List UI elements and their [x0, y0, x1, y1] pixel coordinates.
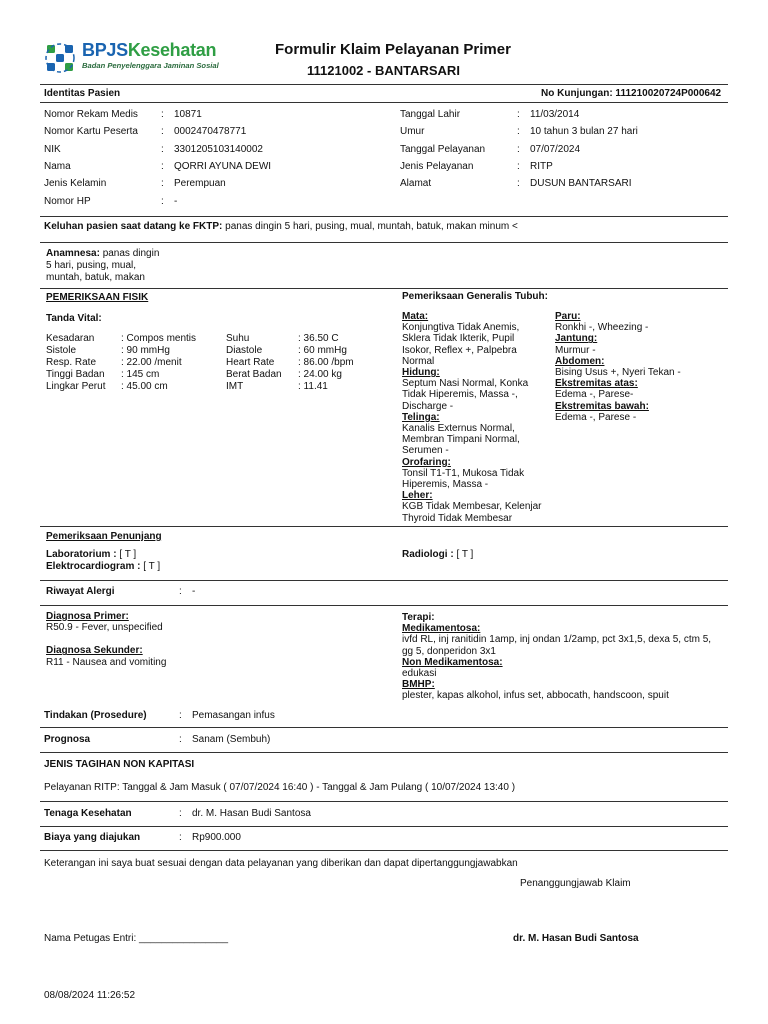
id-label: Nomor HP: [44, 196, 91, 207]
id-label: Tanggal Pelayanan: [400, 144, 486, 155]
identity-row: [400, 144, 580, 156]
generalis-text: Edema -, Parese-: [555, 389, 634, 401]
bmhp-label: BMHP:: [402, 679, 435, 691]
id-value: 3301205103140002: [174, 144, 263, 155]
pemeriksaan-fisik-title: PEMERIKSAAN FISIK: [46, 292, 149, 303]
keluhan-value: panas dingin 5 hari, pusing, mual, muntah, batuk, makan minum <: [225, 221, 518, 232]
vital-value: : 22.00 /menit: [121, 357, 182, 368]
id-value: QORRI AYUNA DEWI: [174, 161, 272, 172]
id-value: 10 tahun 3 bulan 27 hari: [530, 126, 638, 137]
colon: :: [161, 109, 164, 120]
signer-name: dr. M. Hasan Budi Santosa: [513, 933, 639, 944]
biaya-label: Biaya yang diajukan: [44, 832, 141, 843]
id-value: 07/07/2024: [530, 144, 581, 155]
vital-value: : 86.00 /bpm: [298, 357, 354, 368]
colon: :: [161, 144, 164, 155]
petugas-blank: ________________: [139, 933, 229, 944]
generalis-heading: Leher:: [402, 490, 433, 502]
diagnosa: [46, 611, 166, 668]
tenaga-value: dr. M. Hasan Budi Santosa: [192, 808, 311, 819]
logo-subtitle: Badan Penyelenggara Jaminan Sosial: [82, 61, 219, 70]
diagnosa-primer-label: Diagnosa Primer:: [46, 611, 129, 622]
colon: :: [179, 586, 182, 597]
vital-value: : 24.00 kg: [298, 369, 342, 380]
id-label: NIK: [44, 144, 61, 155]
tindakan-row: [44, 710, 275, 722]
vital-value: : 45.00 cm: [121, 381, 168, 392]
medikamentosa-label: Medikamentosa:: [402, 623, 481, 635]
colon: :: [517, 178, 520, 189]
brand-kesehatan: Kesehatan: [127, 40, 217, 60]
bpjs-logo: [44, 40, 234, 76]
ekg-value: [ T ]: [143, 561, 161, 572]
bpjs-logo-icon: [44, 42, 76, 74]
id-label: Nama: [44, 161, 71, 172]
colon: :: [161, 178, 164, 189]
prognosa-label: Prognosa: [44, 734, 91, 745]
colon: :: [161, 161, 164, 172]
generalis-heading: Ekstremitas atas:: [555, 378, 638, 390]
tenaga-label: Tenaga Kesehatan: [44, 808, 132, 819]
generalis-col1: [402, 311, 552, 524]
diagnosa-sekunder-label: Diagnosa Sekunder:: [46, 645, 143, 657]
generalis-heading: Paru:: [555, 311, 581, 322]
vital-label: Heart Rate: [226, 357, 275, 368]
generalis-heading: Orofaring:: [402, 456, 451, 468]
id-label: Nomor Kartu Peserta: [44, 126, 138, 137]
vital-row: [46, 345, 226, 357]
anamnesa-value-rest: 5 hari, pusing, mual, muntah, batuk, makan: [46, 260, 145, 283]
id-label: Tanggal Lahir: [400, 109, 461, 120]
terapi-label: Terapi:: [402, 612, 435, 623]
generalis-heading: Ekstremitas bawah:: [555, 400, 649, 412]
petugas-entri: [44, 933, 228, 945]
vital-label: Suhu: [226, 333, 250, 344]
vital-value: : Compos mentis: [121, 333, 197, 344]
keluhan-label: Keluhan pasien saat datang ke FKTP:: [44, 221, 223, 232]
identity-row: [400, 178, 632, 190]
generalis-heading: Telinga:: [402, 411, 440, 423]
id-value: RITP: [530, 161, 553, 172]
id-value: DUSUN BANTARSARI: [530, 178, 632, 189]
vital-value: : 145 cm: [121, 369, 160, 380]
colon: :: [179, 734, 182, 745]
radiologi-row: [402, 549, 473, 561]
vital-value: : 90 mmHg: [121, 345, 170, 356]
prognosa-value: Sanam (Sembuh): [192, 734, 271, 745]
vital-value: : 60 mmHg: [298, 345, 347, 356]
generalis-text: Septum Nasi Normal, Konka Tidak Hiperemis, Massa -, Discharge -: [402, 378, 529, 412]
vital-label: Kesadaran: [46, 333, 95, 344]
lab-value: [ T ]: [119, 549, 137, 560]
keluhan: [44, 221, 518, 233]
vital-row: [46, 357, 226, 369]
vital-label: Berat Badan: [226, 369, 282, 380]
colon: :: [517, 109, 520, 120]
colon: :: [179, 710, 182, 721]
vital-label: Sistole: [46, 345, 77, 356]
anamnesa: [46, 248, 246, 284]
brand-bpjs: BPJS: [82, 40, 128, 60]
colon: :: [517, 126, 520, 137]
colon: :: [161, 196, 164, 207]
lab-row: [46, 549, 136, 561]
id-value: -: [174, 196, 178, 207]
vital-row: [46, 333, 226, 345]
colon: :: [179, 832, 182, 843]
id-value: 0002470478771: [174, 126, 247, 137]
tenaga-row: [44, 808, 311, 820]
bpjs-brand: [82, 40, 216, 62]
tindakan-label: Tindakan (Prosedure): [44, 710, 147, 721]
vital-row: [46, 381, 226, 393]
identity-row: [400, 161, 553, 173]
generalis-heading: Abdomen:: [555, 355, 605, 367]
vital-label: Diastole: [226, 345, 263, 356]
tindakan-value: Pemasangan infus: [192, 710, 275, 721]
id-value: Perempuan: [174, 178, 226, 189]
non-medikamentosa-value: edukasi: [402, 668, 437, 680]
bmhp-value: plester, kapas alkohol, infus set, abbocath, handscoon, spuit: [402, 690, 669, 702]
anamnesa-value: panas dingin: [102, 248, 160, 259]
no-kunjungan: No Kunjungan: 111210020724P000642: [541, 88, 722, 99]
generalis-text: Murmur -: [555, 344, 596, 356]
anamnesa-label: Anamnesa:: [46, 248, 100, 259]
penanggungjawab-label: Penanggungjawab Klaim: [520, 878, 631, 889]
penunjang-title: Pemeriksaan Penunjang: [46, 531, 162, 542]
tanda-vital-label: Tanda Vital:: [46, 313, 102, 324]
tagihan-title: JENIS TAGIHAN NON KAPITASI: [44, 759, 195, 770]
generalis-text: Edema -, Parese -: [555, 411, 637, 423]
terapi: [402, 612, 728, 702]
ekg-label: Elektrocardiogram :: [46, 561, 141, 572]
identity-row: [44, 109, 202, 121]
vital-label: Tinggi Badan: [46, 369, 105, 380]
identity-row: [44, 196, 177, 208]
id-label: Nomor Rekam Medis: [44, 109, 138, 120]
vital-row: [226, 333, 354, 345]
lab-label: Laboratorium :: [46, 549, 117, 560]
alergi-value: -: [192, 586, 196, 597]
generalis-title: Pemeriksaan Generalis Tubuh:: [402, 291, 548, 302]
prognosa-row: [44, 734, 270, 746]
generalis-col2: [555, 311, 725, 423]
id-label: Alamat: [400, 178, 432, 189]
vitals-right: [226, 333, 354, 393]
non-medikamentosa-label: Non Medikamentosa:: [402, 656, 503, 668]
vital-row: [226, 345, 354, 357]
statement: Keterangan ini saya buat sesuai dengan data pelayanan yang diberikan dan dapat dipertanggungjawabkan: [44, 858, 518, 869]
vital-label: IMT: [226, 381, 244, 392]
id-label: Umur: [400, 126, 425, 137]
colon: :: [179, 808, 182, 819]
identity-row: [44, 161, 271, 173]
alergi-label: Riwayat Alergi: [46, 586, 115, 597]
diagnosa-primer-value: R50.9 - Fever, unspecified: [46, 622, 163, 634]
ekg-row: [46, 561, 160, 573]
vital-value: : 11.41: [298, 381, 328, 392]
generalis-heading: Hidung:: [402, 367, 440, 379]
identity-row: [44, 178, 226, 190]
generalis-text: Tonsil T1-T1, Mukosa Tidak Hiperemis, Massa -: [402, 467, 525, 491]
vital-row: [46, 369, 226, 381]
print-timestamp: 08/08/2024 11:26:52: [44, 990, 136, 1001]
generalis-text: Ronkhi -, Wheezing -: [555, 322, 649, 334]
generalis-text: KGB Tidak Membesar, Kelenjar Thyroid Tidak Membesar: [402, 501, 542, 524]
colon: :: [517, 161, 520, 172]
vital-label: Resp. Rate: [46, 357, 97, 368]
identity-row: [44, 126, 246, 138]
medikamentosa-value: ivfd RL, inj ranitidin 1amp, inj ondan 1/2amp, pct 3x1,5, dexa 5, ctm 5, gg 5, donperidon 3x1: [402, 634, 712, 657]
vital-row: [226, 357, 354, 369]
biaya-value: Rp900.000: [192, 832, 241, 843]
identity-row: [400, 109, 579, 121]
identitas-label: Identitas Pasien: [44, 88, 121, 99]
generalis-heading: Jantung:: [555, 333, 598, 345]
biaya-row: [44, 832, 241, 844]
radiologi-value: [ T ]: [456, 549, 474, 560]
generalis-text: Konjungtiva Tidak Anemis, Sklera Tidak Ikterik, Pupil Isokor, Reflex +, Palpebra Normal: [402, 322, 520, 367]
vital-value: : 36.50 C: [298, 333, 339, 344]
vitals-left: [46, 333, 226, 393]
identity-row: [400, 126, 638, 138]
generalis-text: Kanalis Externus Normal, Membran Timpani Normal, Serumen -: [402, 423, 520, 457]
colon: :: [517, 144, 520, 155]
diagnosa-sekunder-value: R11 - Nausea and vomiting: [46, 656, 167, 668]
colon: :: [161, 126, 164, 137]
identity-row: [44, 144, 263, 156]
vital-label: Lingkar Perut: [46, 381, 106, 392]
id-label: Jenis Pelayanan: [400, 161, 474, 172]
vital-row: [226, 369, 354, 381]
petugas-label: Nama Petugas Entri:: [44, 933, 137, 944]
generalis-heading: Mata:: [402, 311, 429, 322]
form-subtitle: 11121002 - BANTARSARI: [307, 63, 460, 78]
id-value: 10871: [174, 109, 202, 120]
tagihan-text: Pelayanan RITP: Tanggal & Jam Masuk ( 07/07/2024 16:40 ) - Tanggal & Jam Pulang ( 10/07/2024 13:40 ): [44, 782, 516, 793]
form-title: Formulir Klaim Pelayanan Primer: [275, 41, 511, 58]
id-label: Jenis Kelamin: [44, 178, 107, 189]
id-value: 11/03/2014: [530, 109, 580, 120]
alergi-row: [46, 586, 195, 598]
radiologi-label: Radiologi :: [402, 549, 454, 560]
vital-row: [226, 381, 354, 393]
generalis-text: Bising Usus +, Nyeri Tekan -: [555, 367, 681, 379]
